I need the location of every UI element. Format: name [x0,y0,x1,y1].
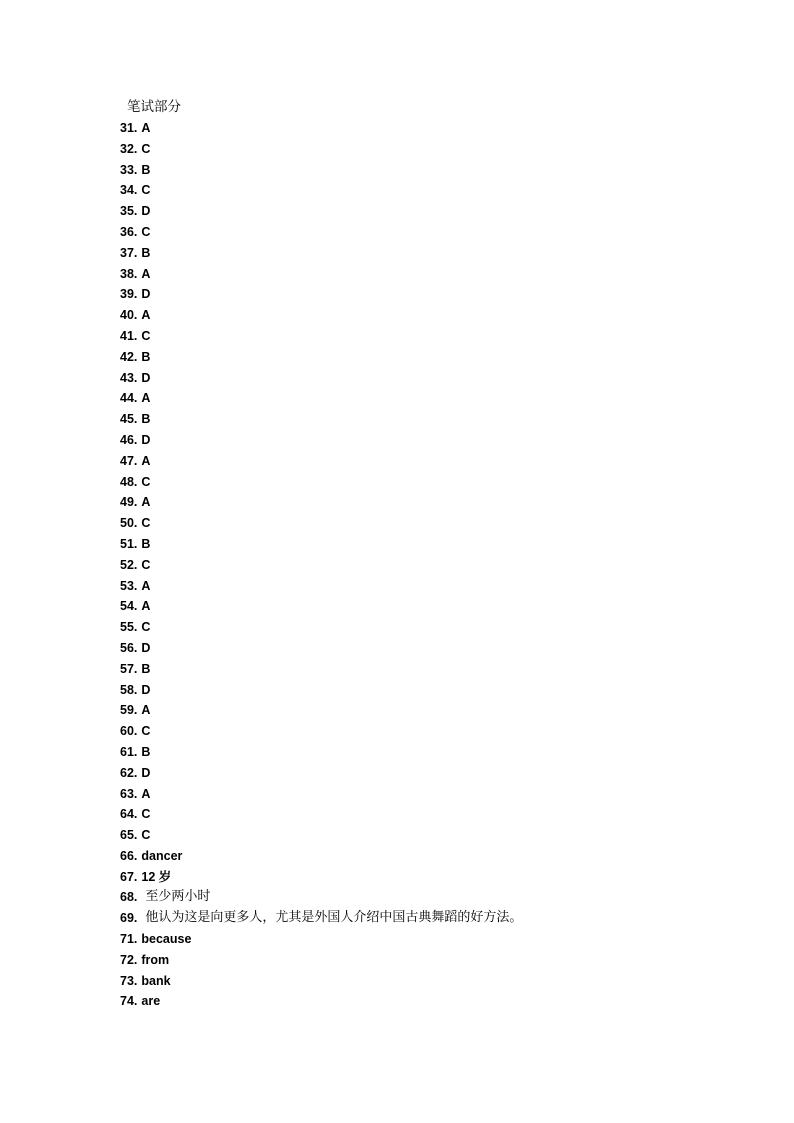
answer-value: from [141,952,170,967]
answer-row [120,929,522,950]
answer-row [120,430,522,451]
answer-row [120,867,522,888]
answer-row [120,971,522,992]
answer-list [120,118,522,1012]
answer-number: 48. [120,474,138,489]
answer-row [120,596,522,617]
answer-row [120,887,522,908]
answer-number: 69. [120,911,138,926]
answer-row [120,534,522,555]
answer-row [120,659,522,680]
answer-number: 73. [120,973,138,988]
answer-number: 56. [120,640,138,655]
answer-value: D [141,432,151,447]
answer-row [120,409,522,430]
answer-number: 49. [120,495,138,510]
answer-number: 45. [120,412,138,427]
answer-row [120,555,522,576]
answer-row [120,991,522,1012]
answer-value: C [141,328,151,343]
answer-value: C [141,620,151,635]
answer-value: are [141,994,161,1009]
answer-value: A [141,391,151,406]
answer-row [120,160,522,181]
answer-value: B [141,245,151,260]
answer-number: 39. [120,287,138,302]
answer-row [120,700,522,721]
answer-value: A [141,266,151,281]
answer-value: D [141,640,151,655]
answer-number: 57. [120,661,138,676]
answer-number: 37. [120,245,138,260]
answer-number: 43. [120,370,138,385]
answer-row [120,763,522,784]
answer-number: 46. [120,432,138,447]
answer-number: 74. [120,994,138,1009]
answer-number: 44. [120,391,138,406]
answer-number: 64. [120,807,138,822]
answer-value: bank [141,973,171,988]
answer-number: 65. [120,828,138,843]
section-heading: 笔试部分 [127,99,181,115]
answer-number: 31. [120,121,138,135]
answer-value: C [141,474,151,489]
answer-number: 68. [120,890,138,905]
answer-row [120,908,522,929]
answer-number: 66. [120,848,138,863]
answer-row [120,638,522,659]
answer-number: 52. [120,557,138,572]
answer-number: 35. [120,204,138,219]
answer-row [120,368,522,389]
answer-row [120,784,522,805]
answer-value: B [141,536,151,551]
answer-value: dancer [141,848,183,863]
answer-row [120,742,522,763]
answer-value: B [141,349,151,364]
answer-number: 62. [120,765,138,780]
answer-value: B [141,744,151,759]
answer-value: A [141,453,151,468]
answer-value: D [141,682,151,697]
answer-value: A [141,599,151,614]
answer-row [120,721,522,742]
answer-row [120,617,522,638]
answer-value: C [141,828,151,843]
answer-value: C [141,224,151,239]
answer-row [120,472,522,493]
answer-row [120,513,522,534]
answer-value: A [141,703,151,718]
answer-row [120,388,522,409]
answer-value: D [141,765,151,780]
answer-row [120,347,522,368]
answer-number: 42. [120,349,138,364]
answer-number: 61. [120,744,138,759]
answer-number: 33. [120,162,138,177]
answer-number: 36. [120,224,138,239]
answer-number: 34. [120,183,138,198]
answer-value: C [141,557,151,572]
answer-value: 他认为这是向更多人，尤其是外国人介绍中国古典舞蹈的好方法。 [145,910,523,926]
answer-value: C [141,141,151,156]
answer-row [120,264,522,285]
answer-number: 60. [120,724,138,739]
answer-row [120,139,522,160]
answer-value: C [141,807,151,822]
answer-number: 32. [120,141,138,156]
answer-row [120,846,522,867]
answer-value: A [141,495,151,510]
answer-row [120,222,522,243]
answer-value: 12 岁 [141,869,172,884]
answer-row [120,284,522,305]
answer-value: C [141,724,151,739]
answer-number: 55. [120,620,138,635]
answer-row [120,825,522,846]
answer-value: D [141,370,151,385]
answer-number: 38. [120,266,138,281]
answer-value: 至少两小时 [145,889,211,905]
answer-value: C [141,183,151,198]
answer-row [120,950,522,971]
answer-row [120,118,522,139]
answer-row [120,680,522,701]
answer-number: 51. [120,536,138,551]
answer-number: 40. [120,308,138,323]
answer-value: D [141,204,151,219]
answer-value: D [141,287,151,302]
answer-number: 63. [120,786,138,801]
answer-number: 71. [120,932,138,947]
answer-number: 54. [120,599,138,614]
answer-number: 47. [120,453,138,468]
answer-value: A [141,121,151,135]
answer-row [120,180,522,201]
answer-value: B [141,661,151,676]
answer-row [120,201,522,222]
answer-value: B [141,412,151,427]
answer-row [120,492,522,513]
answer-value: B [141,162,151,177]
answer-number: 59. [120,703,138,718]
answer-number: 67. [120,869,138,884]
answer-number: 50. [120,516,138,531]
answer-value: A [141,786,151,801]
answer-value: because [141,932,192,947]
answer-row [120,576,522,597]
answer-value: A [141,308,151,323]
answer-number: 53. [120,578,138,593]
answer-row [120,451,522,472]
answer-number: 72. [120,952,138,967]
answer-row [120,243,522,264]
answer-row [120,305,522,326]
answer-number: 58. [120,682,138,697]
answer-row [120,326,522,347]
answer-row [120,804,522,825]
answer-value: C [141,516,151,531]
answer-value: A [141,578,151,593]
answer-number: 41. [120,328,138,343]
